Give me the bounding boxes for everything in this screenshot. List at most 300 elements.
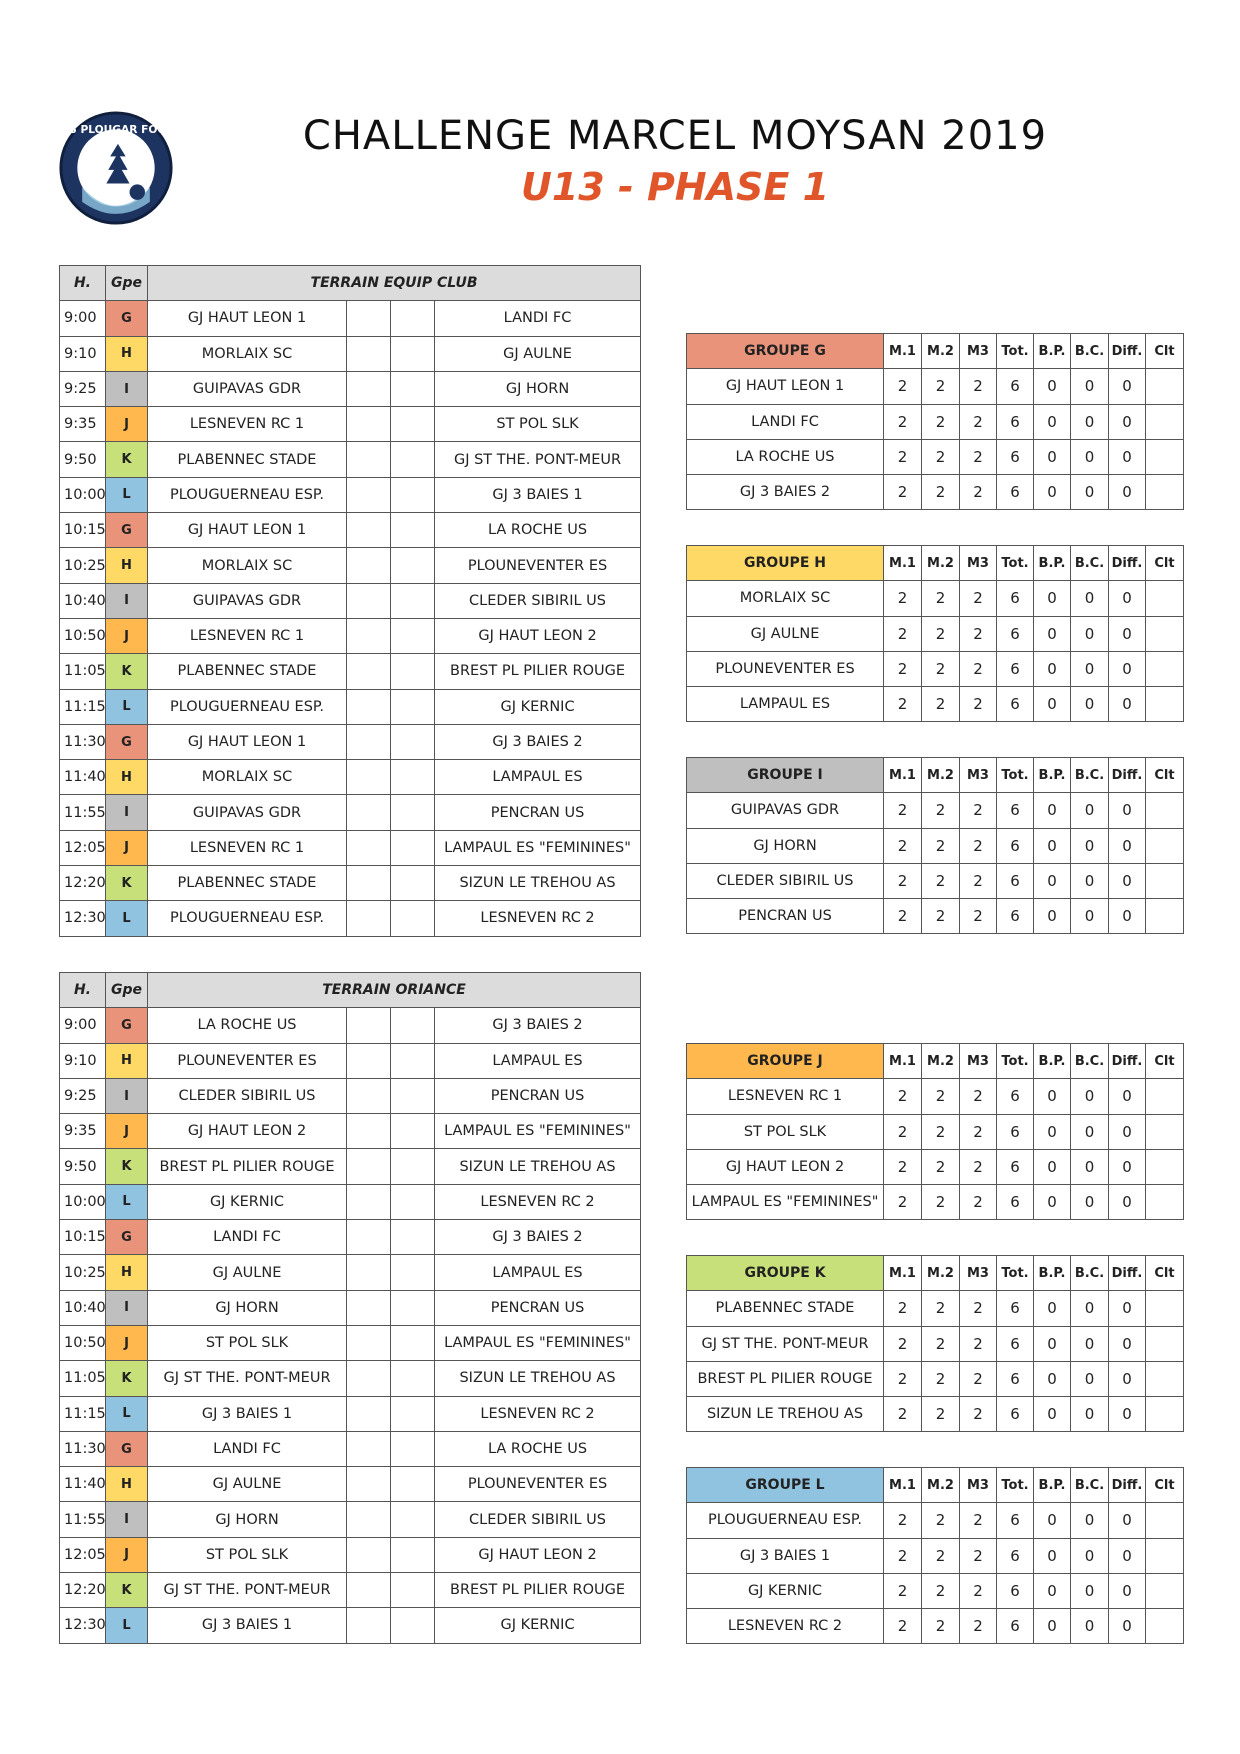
team-name: PLOUNEVENTER ES [687, 651, 884, 686]
stat-value: 2 [884, 1609, 922, 1644]
stat-value: 2 [960, 1503, 997, 1538]
group-table-i [686, 757, 1184, 934]
stat-column-header: Clt [1146, 1468, 1184, 1503]
stat-column-header: M.2 [922, 546, 960, 581]
stat-value: 2 [960, 899, 997, 934]
away-score [391, 1396, 435, 1431]
away-team: LAMPAUL ES [435, 1255, 641, 1290]
stat-value: 2 [960, 687, 997, 722]
stat-value: 0 [1109, 899, 1146, 934]
stat-value: 2 [884, 687, 922, 722]
stat-value: 2 [884, 1185, 922, 1220]
stat-value: 2 [960, 1114, 997, 1149]
home-score [347, 336, 391, 371]
home-team: GUIPAVAS GDR [148, 795, 347, 830]
home-team: PLOUGUERNEAU ESP. [148, 901, 347, 936]
standing-row [687, 687, 1184, 722]
match-time: 9:25 [60, 1078, 106, 1113]
home-score [347, 1220, 391, 1255]
match-time: 11:15 [60, 689, 106, 724]
match-group: K [106, 1361, 148, 1396]
group-title: GROUPE G [687, 334, 884, 369]
stat-value: 6 [997, 1079, 1034, 1114]
match-group: G [106, 1220, 148, 1255]
stat-value: 6 [997, 1397, 1034, 1432]
stat-value: 2 [960, 651, 997, 686]
away-team: SIZUN LE TREHOU AS [435, 866, 641, 901]
match-group: G [106, 513, 148, 548]
standing-row [687, 1573, 1184, 1608]
home-score [347, 1467, 391, 1502]
home-score [347, 830, 391, 865]
stat-column-header: M.1 [884, 334, 922, 369]
stat-value: 0 [1071, 1573, 1109, 1608]
stat-column-header: Clt [1146, 546, 1184, 581]
match-row [60, 1467, 641, 1502]
home-team: MORLAIX SC [148, 548, 347, 583]
stat-value: 2 [884, 828, 922, 863]
stat-value: 6 [997, 404, 1034, 439]
stat-column-header: M.1 [884, 758, 922, 793]
stat-value [1146, 369, 1184, 404]
home-score [347, 689, 391, 724]
stat-value: 0 [1109, 828, 1146, 863]
stat-value: 0 [1034, 581, 1071, 616]
stat-value: 0 [1109, 863, 1146, 898]
stat-value: 2 [922, 475, 960, 510]
stat-column-header: Tot. [997, 758, 1034, 793]
group-table-l [686, 1467, 1184, 1644]
home-team: GJ 3 BAIES 1 [148, 1608, 347, 1643]
stat-value: 6 [997, 828, 1034, 863]
stat-column-header: Diff. [1109, 1468, 1146, 1503]
stat-value: 2 [884, 439, 922, 474]
stat-column-header: M3 [960, 1256, 997, 1291]
standing-row [687, 651, 1184, 686]
stat-value: 0 [1109, 793, 1146, 828]
stat-value: 2 [884, 581, 922, 616]
match-row [60, 1114, 641, 1149]
stat-value: 2 [884, 1079, 922, 1114]
stat-value: 6 [997, 1538, 1034, 1573]
stat-value [1146, 616, 1184, 651]
away-team: SIZUN LE TREHOU AS [435, 1361, 641, 1396]
away-score [391, 1184, 435, 1219]
home-score [347, 442, 391, 477]
group-title: GROUPE L [687, 1468, 884, 1503]
stat-value: 0 [1034, 1573, 1071, 1608]
home-team: PLOUGUERNEAU ESP. [148, 477, 347, 512]
away-team: SIZUN LE TREHOU AS [435, 1149, 641, 1184]
match-time: 12:20 [60, 866, 106, 901]
match-time: 11:05 [60, 654, 106, 689]
home-score [347, 1114, 391, 1149]
stat-value: 0 [1034, 616, 1071, 651]
away-score [391, 1220, 435, 1255]
match-row [60, 583, 641, 618]
away-team: GJ HORN [435, 371, 641, 406]
away-score [391, 689, 435, 724]
home-score [347, 618, 391, 653]
standing-row [687, 1361, 1184, 1396]
match-group: J [106, 1537, 148, 1572]
match-row [60, 407, 641, 442]
standing-row [687, 1503, 1184, 1538]
match-time: 9:35 [60, 407, 106, 442]
stat-value: 0 [1034, 1291, 1071, 1326]
stat-value: 2 [960, 1326, 997, 1361]
match-row [60, 1325, 641, 1360]
match-group: H [106, 760, 148, 795]
match-time: 12:05 [60, 1537, 106, 1572]
match-row [60, 1078, 641, 1113]
home-team: LESNEVEN RC 1 [148, 618, 347, 653]
match-group: G [106, 1008, 148, 1043]
standing-row [687, 1291, 1184, 1326]
stat-value: 2 [960, 581, 997, 616]
match-group: K [106, 442, 148, 477]
stat-column-header: Tot. [997, 334, 1034, 369]
stat-column-header: Clt [1146, 758, 1184, 793]
match-time: 9:50 [60, 1149, 106, 1184]
stat-value: 0 [1071, 1079, 1109, 1114]
away-team: GJ AULNE [435, 336, 641, 371]
group-table-j [686, 1043, 1184, 1220]
team-name: SIZUN LE TREHOU AS [687, 1397, 884, 1432]
home-score [347, 1255, 391, 1290]
away-team: CLEDER SIBIRIL US [435, 1502, 641, 1537]
away-score [391, 371, 435, 406]
home-team: GJ HAUT LEON 2 [148, 1114, 347, 1149]
stat-value: 6 [997, 1503, 1034, 1538]
stat-value: 2 [922, 687, 960, 722]
stat-value: 2 [884, 863, 922, 898]
stat-value: 2 [960, 1538, 997, 1573]
match-row [60, 1537, 641, 1572]
away-team: LANDI FC [435, 301, 641, 336]
match-time: 11:55 [60, 1502, 106, 1537]
home-team: PLABENNEC STADE [148, 866, 347, 901]
team-name: GJ 3 BAIES 2 [687, 475, 884, 510]
stat-value: 2 [884, 1397, 922, 1432]
stat-value: 2 [922, 1149, 960, 1184]
home-team: GJ ST THE. PONT-MEUR [148, 1361, 347, 1396]
match-time: 11:30 [60, 724, 106, 759]
stat-column-header: Tot. [997, 1468, 1034, 1503]
stat-column-header: Diff. [1109, 334, 1146, 369]
stat-value: 2 [884, 1291, 922, 1326]
match-row [60, 760, 641, 795]
stat-column-header: Clt [1146, 1044, 1184, 1079]
away-score [391, 301, 435, 336]
stat-value [1146, 1503, 1184, 1538]
away-team: PENCRAN US [435, 795, 641, 830]
stat-column-header: Clt [1146, 1256, 1184, 1291]
stat-value: 0 [1109, 1326, 1146, 1361]
match-time: 10:00 [60, 1184, 106, 1219]
stat-value: 6 [997, 863, 1034, 898]
match-time: 12:30 [60, 1608, 106, 1643]
match-group: L [106, 689, 148, 724]
stat-column-header: Tot. [997, 1256, 1034, 1291]
team-name: GJ 3 BAIES 1 [687, 1538, 884, 1573]
away-score [391, 1467, 435, 1502]
schedule-table-oriance [59, 972, 641, 1644]
team-name: LESNEVEN RC 2 [687, 1609, 884, 1644]
match-group: G [106, 1431, 148, 1466]
away-team: GJ 3 BAIES 1 [435, 477, 641, 512]
match-row [60, 1220, 641, 1255]
team-name: LAMPAUL ES "FEMININES" [687, 1185, 884, 1220]
match-time: 10:15 [60, 513, 106, 548]
team-name: GJ KERNIC [687, 1573, 884, 1608]
stat-value: 0 [1071, 1361, 1109, 1396]
match-row [60, 1608, 641, 1643]
stat-value: 0 [1071, 1185, 1109, 1220]
match-time: 9:00 [60, 1008, 106, 1043]
stat-value: 2 [922, 793, 960, 828]
home-team: ST POL SLK [148, 1325, 347, 1360]
team-name: PLABENNEC STADE [687, 1291, 884, 1326]
team-name: LANDI FC [687, 404, 884, 439]
match-time: 12:30 [60, 901, 106, 936]
stat-value: 0 [1034, 1326, 1071, 1361]
home-score [347, 1325, 391, 1360]
stat-value: 2 [922, 651, 960, 686]
home-team: GJ AULNE [148, 1467, 347, 1502]
home-score [347, 1184, 391, 1219]
match-group: J [106, 1325, 148, 1360]
standing-row [687, 581, 1184, 616]
stat-column-header: B.C. [1071, 758, 1109, 793]
stat-value: 2 [884, 1149, 922, 1184]
home-team: GJ 3 BAIES 1 [148, 1396, 347, 1431]
match-group: I [106, 1290, 148, 1325]
stat-value [1146, 1185, 1184, 1220]
match-time: 10:15 [60, 1220, 106, 1255]
stat-column-header: Tot. [997, 1044, 1034, 1079]
stat-value: 6 [997, 793, 1034, 828]
away-score [391, 1608, 435, 1643]
away-team: LAMPAUL ES [435, 760, 641, 795]
group-title: GROUPE K [687, 1256, 884, 1291]
stat-value: 0 [1071, 651, 1109, 686]
home-team: GJ HAUT LEON 1 [148, 724, 347, 759]
away-team: GJ HAUT LEON 2 [435, 1537, 641, 1572]
stat-value: 2 [922, 439, 960, 474]
match-time: 9:10 [60, 1043, 106, 1078]
match-row [60, 866, 641, 901]
schedule-table-equip [59, 265, 641, 937]
stat-value: 2 [922, 1609, 960, 1644]
home-score [347, 1149, 391, 1184]
match-row [60, 371, 641, 406]
standing-row [687, 1114, 1184, 1149]
home-score [347, 654, 391, 689]
match-time: 10:40 [60, 583, 106, 618]
stat-value: 2 [884, 1503, 922, 1538]
stat-value: 2 [960, 1149, 997, 1184]
away-score [391, 442, 435, 477]
stat-value: 2 [922, 1503, 960, 1538]
away-team: PLOUNEVENTER ES [435, 1467, 641, 1502]
match-row [60, 901, 641, 936]
match-time: 11:30 [60, 1431, 106, 1466]
match-group: H [106, 548, 148, 583]
stat-value: 2 [884, 616, 922, 651]
group-table-g [686, 333, 1184, 510]
match-row [60, 1396, 641, 1431]
away-score [391, 548, 435, 583]
team-name: PENCRAN US [687, 899, 884, 934]
stat-column-header: M3 [960, 1468, 997, 1503]
standing-row [687, 475, 1184, 510]
stat-value: 0 [1034, 1397, 1071, 1432]
stat-value: 2 [884, 475, 922, 510]
home-team: LANDI FC [148, 1431, 347, 1466]
stat-value: 6 [997, 1609, 1034, 1644]
stat-value: 0 [1109, 1609, 1146, 1644]
stat-value: 6 [997, 1326, 1034, 1361]
match-time: 11:40 [60, 760, 106, 795]
team-name: BREST PL PILIER ROUGE [687, 1361, 884, 1396]
match-time: 10:25 [60, 1255, 106, 1290]
stat-value: 2 [922, 581, 960, 616]
match-row [60, 689, 641, 724]
home-team: LANDI FC [148, 1220, 347, 1255]
match-row [60, 442, 641, 477]
stat-value: 0 [1034, 828, 1071, 863]
stat-value [1146, 439, 1184, 474]
home-team: GJ AULNE [148, 1255, 347, 1290]
group-column-header: Gpe [106, 973, 148, 1008]
stat-column-header: M.1 [884, 1468, 922, 1503]
home-score [347, 760, 391, 795]
team-name: LESNEVEN RC 1 [687, 1079, 884, 1114]
match-row [60, 1184, 641, 1219]
away-score [391, 654, 435, 689]
home-score [347, 1043, 391, 1078]
home-score [347, 1078, 391, 1113]
match-group: J [106, 830, 148, 865]
stat-column-header: M.1 [884, 546, 922, 581]
stat-value: 2 [960, 828, 997, 863]
away-score [391, 336, 435, 371]
away-score [391, 1114, 435, 1149]
match-row [60, 301, 641, 336]
stat-value [1146, 1079, 1184, 1114]
standing-row [687, 1397, 1184, 1432]
standing-row [687, 863, 1184, 898]
away-score [391, 1325, 435, 1360]
away-team: GJ HAUT LEON 2 [435, 618, 641, 653]
away-team: GJ 3 BAIES 2 [435, 1008, 641, 1043]
away-score [391, 830, 435, 865]
away-team: LAMPAUL ES [435, 1043, 641, 1078]
home-score [347, 477, 391, 512]
team-name: GJ ST THE. PONT-MEUR [687, 1326, 884, 1361]
stat-value: 2 [884, 793, 922, 828]
match-row [60, 1361, 641, 1396]
stat-value: 6 [997, 687, 1034, 722]
schedule-header-row [60, 266, 641, 301]
stat-value: 2 [922, 369, 960, 404]
stat-value: 0 [1034, 1503, 1071, 1538]
group-header-row [687, 758, 1184, 793]
match-group: J [106, 618, 148, 653]
stat-value: 0 [1109, 1149, 1146, 1184]
stat-value: 2 [960, 1573, 997, 1608]
away-team: CLEDER SIBIRIL US [435, 583, 641, 618]
stat-value: 0 [1071, 581, 1109, 616]
away-team: GJ KERNIC [435, 1608, 641, 1643]
stat-value: 6 [997, 439, 1034, 474]
away-score [391, 1361, 435, 1396]
stat-value [1146, 1361, 1184, 1396]
standing-row [687, 899, 1184, 934]
stat-value: 0 [1071, 1397, 1109, 1432]
group-header-row [687, 1044, 1184, 1079]
stat-value: 0 [1109, 1185, 1146, 1220]
home-score [347, 1361, 391, 1396]
stat-column-header: B.C. [1071, 1468, 1109, 1503]
match-row [60, 1290, 641, 1325]
home-team: MORLAIX SC [148, 336, 347, 371]
home-score [347, 1008, 391, 1043]
home-team: LESNEVEN RC 1 [148, 407, 347, 442]
stat-value: 6 [997, 1361, 1034, 1396]
home-team: BREST PL PILIER ROUGE [148, 1149, 347, 1184]
match-row [60, 513, 641, 548]
stat-value [1146, 475, 1184, 510]
stat-column-header: Diff. [1109, 546, 1146, 581]
match-time: 10:50 [60, 1325, 106, 1360]
stat-column-header: M3 [960, 758, 997, 793]
stat-value: 0 [1071, 863, 1109, 898]
team-name: GJ AULNE [687, 616, 884, 651]
away-team: GJ 3 BAIES 2 [435, 724, 641, 759]
match-time: 9:00 [60, 301, 106, 336]
away-score [391, 618, 435, 653]
stat-value [1146, 651, 1184, 686]
stat-value: 2 [960, 1397, 997, 1432]
team-name: LAMPAUL ES [687, 687, 884, 722]
stat-value: 2 [960, 475, 997, 510]
home-team: PLOUNEVENTER ES [148, 1043, 347, 1078]
match-group: J [106, 407, 148, 442]
match-row [60, 1573, 641, 1608]
home-team: GJ ST THE. PONT-MEUR [148, 1573, 347, 1608]
stat-value: 0 [1034, 863, 1071, 898]
away-team: GJ 3 BAIES 2 [435, 1220, 641, 1255]
group-header-row [687, 334, 1184, 369]
time-column-header: H. [60, 973, 106, 1008]
stat-column-header: M3 [960, 546, 997, 581]
home-score [347, 371, 391, 406]
home-score [347, 866, 391, 901]
match-row [60, 1255, 641, 1290]
stat-value: 0 [1109, 1397, 1146, 1432]
stat-column-header: B.C. [1071, 546, 1109, 581]
away-team: LA ROCHE US [435, 513, 641, 548]
stat-value: 0 [1034, 1079, 1071, 1114]
standing-row [687, 1609, 1184, 1644]
standing-row [687, 1326, 1184, 1361]
stat-value: 6 [997, 475, 1034, 510]
stat-value: 0 [1034, 899, 1071, 934]
team-name: PLOUGUERNEAU ESP. [687, 1503, 884, 1538]
match-row [60, 477, 641, 512]
